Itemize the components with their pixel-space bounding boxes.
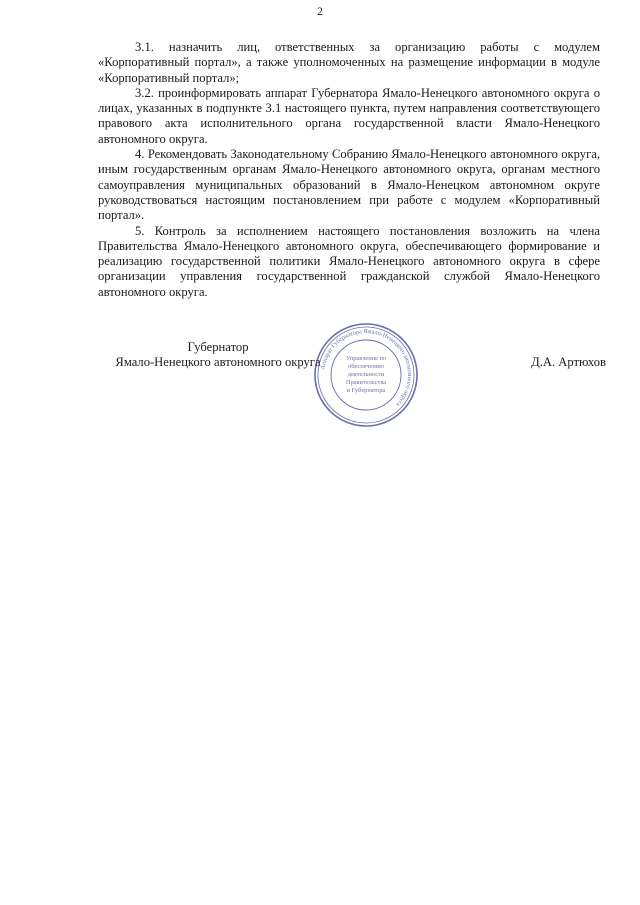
signatory-position <box>98 340 338 371</box>
signatory-title: Губернатор <box>187 340 249 354</box>
paragraph-5: 5. Контроль за исполнением настоящего постановления возложить на члена Правительства Ямало-Ненецкого автономного округа, обеспечивающего формирование и реализацию государственной политики Ямало-Ненецкого автономного округа в сфере организации управления государственной гражданской службой Ямало-Ненецкого автономного округа. <box>98 223 600 299</box>
page-number: 2 <box>317 6 323 18</box>
paragraph-3-1: 3.1. назначить лиц, ответственных за организацию работы с модулем «Корпоративный портал», а также уполномоченных на размещение информации в модуле «Корпоративный портал»; <box>98 40 600 85</box>
seal-inner-line-1: Управление по <box>345 355 387 362</box>
paragraph-3-2: 3.2. проинформировать аппарат Губернатора Ямало-Ненецкого автономного округа о лицах, указанных в подпункте 3.1 настоящего пункта, путем направления соответствующего правового акта исполнительного органа государственной власти Ямало-Ненецкого автономного округа. <box>98 85 600 146</box>
signatory-region: Ямало-Ненецкого автономного округа <box>115 355 321 370</box>
seal-outer-text: Аппарат Губернатора Ямало-Ненецкого автономного округа <box>319 327 414 408</box>
signatory-name: Д.А. Артюхов <box>531 355 606 369</box>
seal-inner-line-4: Правительства <box>345 379 387 386</box>
seal-inner-line-5: и Губернатора <box>346 387 386 394</box>
seal-inner-line-2: обеспечению <box>348 363 384 370</box>
seal-inner-line-3: деятельности <box>347 371 385 378</box>
official-seal-stamp <box>313 322 419 428</box>
paragraph-4: 4. Рекомендовать Законодательному Собранию Ямало-Ненецкого автономного округа, иным государственным органам Ямало-Ненецкого автономного округа, органам местного самоуправления муниципальных образований в Ямало-Ненецком автономном округе руководствоваться настоящим постановлением при работе с модулем «Корпоративный портал». <box>98 147 600 223</box>
document-body <box>98 40 600 300</box>
